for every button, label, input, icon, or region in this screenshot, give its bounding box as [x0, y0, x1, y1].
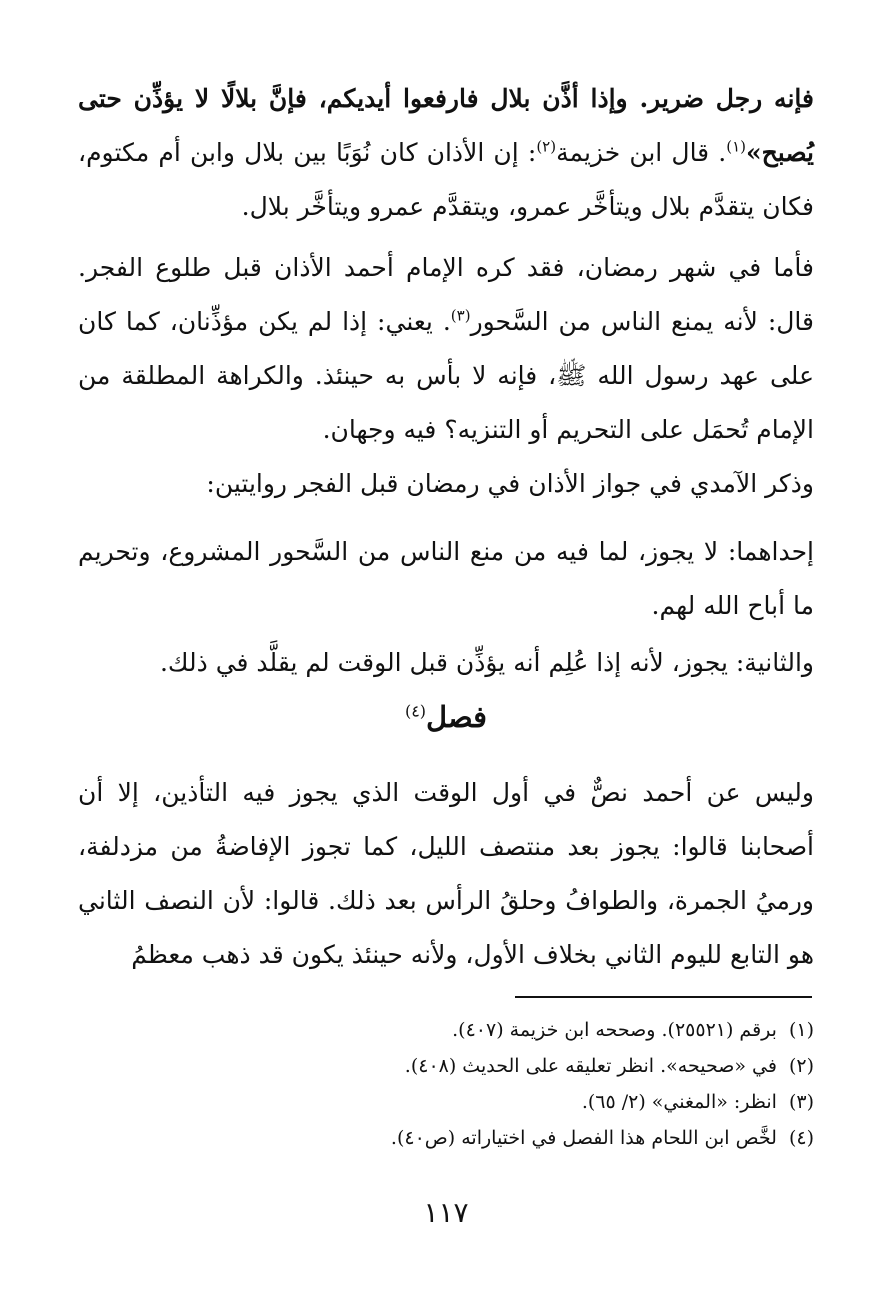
paragraph-1-text-a: . قال ابن خزيمة — [556, 138, 727, 167]
footnote-divider — [515, 996, 812, 998]
footnote-number: (٢) — [788, 1055, 814, 1077]
footnote-ref-4[interactable]: (٤) — [404, 701, 427, 721]
paragraph-4: إحداهما: لا يجوز، لما فيه من منع الناس من السَّحور المشروع، وتحريم ما أباح الله لهم. — [78, 537, 814, 620]
paragraph-5: والثانية: يجوز، لأنه إذا عُلِم أنه يؤذِّن قبل الوقت لم يقلَّد في ذلك. — [159, 648, 814, 677]
footnote-3 — [78, 1084, 814, 1120]
footnote-text: لخَّص ابن اللحام هذا الفصل في اختياراته (ص٤٠). — [390, 1127, 777, 1149]
footnote-number: (٣) — [788, 1091, 814, 1113]
footnote-ref-3[interactable]: (٣) — [450, 306, 471, 325]
section-heading-label: فصل — [426, 700, 488, 734]
paragraph-1 — [78, 72, 814, 234]
footnote-1 — [78, 1012, 814, 1048]
section-heading — [0, 700, 892, 734]
footnote-number: (١) — [788, 1019, 814, 1041]
footnote-number: (٤) — [788, 1127, 814, 1149]
footnote-text: برقم (٢٥٥٢١). وصححه ابن خزيمة (٤٠٧). — [452, 1019, 777, 1041]
hadith-quote: فإنه رجل ضرير. وإذا أذَّن بلال فارفعوا أيديكم، فإنَّ بلالًا لا يؤذِّن حتى يُصبح» — [78, 84, 814, 167]
footnotes-section — [78, 1012, 814, 1156]
paragraph-6: وليس عن أحمد نصٌّ في أول الوقت الذي يجوز فيه التأذين، إلا أن أصحابنا قالوا: يجوز بعد منتصف الليل، كما تجوز الإفاضةُ من مزدلفة، ورميُ الجمرة، والطوافُ وحلقُ الرأس بعد ذلك. قالوا: لأن النصف الثاني هو التابع لليوم الثاني بخلاف الأول، ولأنه حينئذ يكون قد ذهب معظمُ — [78, 778, 814, 969]
footnote-4 — [78, 1120, 814, 1156]
paragraph-1-text-b: : إن الأذان كان نُوَبًا بين بلال وابن أم مكتوم، فكان يتقدَّم بلال ويتأخَّر عمرو، ويتقدَّم عمرو ويتأخَّر بلال. — [78, 138, 814, 221]
footnote-text: انظر: «المغني» (٢/ ٦٥). — [581, 1091, 777, 1113]
paragraph-2 — [78, 241, 814, 457]
footnote-2 — [78, 1048, 814, 1084]
paragraph-2-text-b: . يعني: إذا لم يكن مؤذِّنان، كما كان على عهد رسول الله ﷺ، فإنه لا بأس به حينئذ. والكراهة المطلقة من الإمام تُحمَل على التحريم أو التنزيه؟ فيه وجهان. — [78, 307, 814, 444]
paragraph-2-text-a: فأما في شهر رمضان، فقد كره الإمام أحمد الأذان قبل طلوع الفجر. قال: لأنه يمنع الناس من السَّحور — [78, 253, 814, 336]
footnote-ref-1[interactable]: (١) — [726, 137, 747, 156]
footnote-text: في «صحيحه». انظر تعليقه على الحديث (٤٠٨). — [404, 1055, 777, 1077]
footnote-ref-2[interactable]: (٢) — [536, 137, 557, 156]
page-number: ١١٧ — [423, 1196, 469, 1229]
paragraph-3: وذكر الآمدي في جواز الأذان في رمضان قبل الفجر روايتين: — [206, 469, 814, 498]
